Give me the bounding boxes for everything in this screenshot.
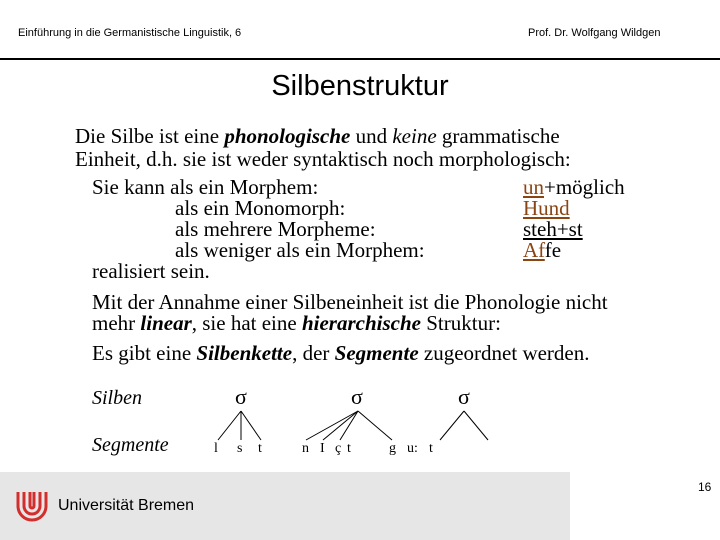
text: Es gibt eine (92, 341, 197, 365)
text: grammatische (436, 124, 560, 148)
example-hund: Hund (523, 196, 570, 220)
segment: I (320, 441, 325, 456)
segment: s (237, 441, 243, 456)
diagram-label-segments: Segmente (92, 434, 169, 456)
example-underlined: Af (523, 238, 545, 262)
emphasis-silbenkette: Silbenkette (196, 341, 293, 365)
segment: ç (335, 441, 342, 456)
emphasis-hierarchische: hierarchische (301, 311, 421, 335)
body-line-8: Mit der Annahme einer Silbeneinheit ist die Phonologie nicht (92, 290, 608, 314)
body-line-3: Sie kann als ein Morphem: (92, 175, 319, 199)
text: und (350, 124, 393, 148)
text: Die Silbe ist eine (75, 124, 225, 148)
body-line-7: realisiert sein. (92, 259, 210, 283)
segment: g (389, 441, 396, 456)
segment: l (214, 441, 218, 456)
emphasis-linear: linear (140, 311, 192, 335)
sigma-1: σ (235, 384, 247, 409)
text: , sie hat eine (191, 311, 302, 335)
segment: n (302, 441, 309, 456)
body-line-5: als mehrere Morpheme: (175, 217, 376, 241)
sigma-2: σ (351, 384, 363, 409)
page-number: 16 (698, 480, 712, 494)
emphasis-phonologische: phonologische (224, 124, 351, 148)
segment: t (347, 441, 351, 456)
example-stehst: steh+st (523, 217, 583, 241)
university-logo-icon (14, 488, 50, 524)
body-line-4: als ein Monomorph: (175, 196, 346, 220)
sigma-3: σ (458, 384, 470, 409)
example-rest: fe (544, 238, 562, 262)
diagram-label-syllables: Silben (92, 387, 142, 409)
segment: t (258, 441, 262, 456)
emphasis-keine: keine (392, 124, 437, 148)
university-name: Universität Bremen (58, 497, 195, 514)
example-rest: +möglich (544, 175, 625, 199)
slide-title: Silbenstruktur (271, 70, 449, 102)
text: mehr (92, 311, 141, 335)
header-author: Prof. Dr. Wolfgang Wildgen (528, 27, 661, 39)
segment: u: (407, 441, 418, 456)
emphasis-segmente: Segmente (334, 341, 419, 365)
body-line-2: Einheit, d.h. sie ist weder syntaktisch noch morphologisch: (75, 147, 571, 171)
text: , der (292, 341, 335, 365)
body-line-6: als weniger als ein Morphem: (175, 238, 425, 262)
example-underlined: un (523, 175, 544, 199)
text: Struktur: (420, 311, 501, 335)
segment: t (429, 441, 433, 456)
text: zugeordnet werden. (418, 341, 590, 365)
header-course-title: Einführung in die Germanistische Linguistik, 6 (18, 27, 242, 39)
